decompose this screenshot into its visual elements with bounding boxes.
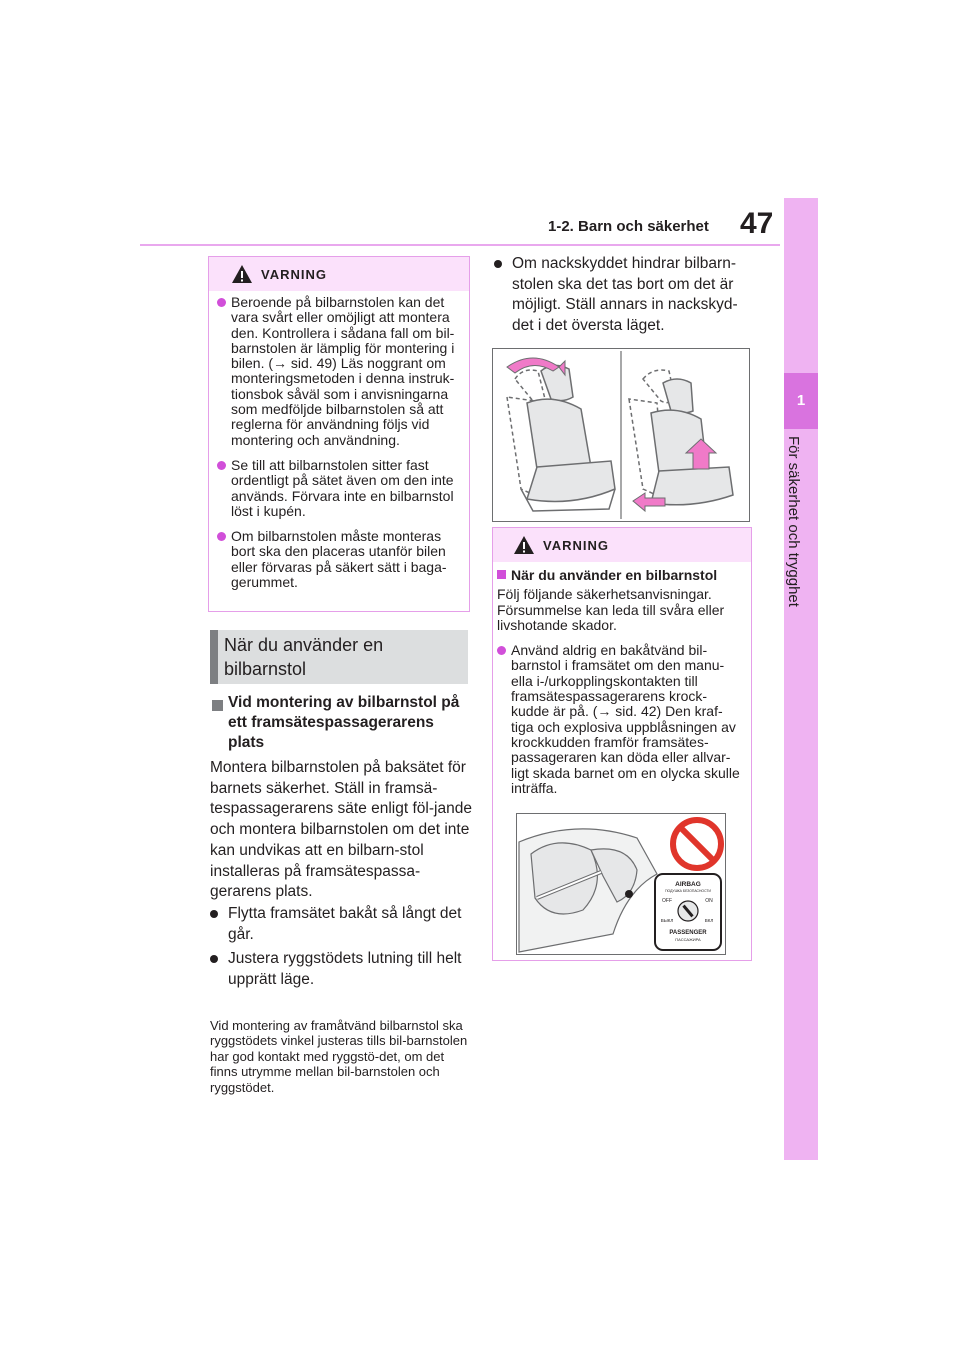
section-heading-bar (210, 630, 218, 684)
airbag-title-ru: ПОДУШКА БЕЗОПАСНОСТИ (665, 889, 711, 893)
airbag-passenger-label: PASSENGER (669, 930, 707, 936)
warning-triangle-icon (513, 535, 535, 555)
bullet-dot-icon (210, 955, 218, 963)
header-divider (140, 244, 780, 246)
warning-header (493, 528, 751, 562)
dashboard-airbag-illustration (517, 814, 725, 954)
bullet-dot-icon (217, 298, 226, 307)
bullet-dot-icon (494, 260, 502, 268)
body-text: Montera bilbarnstolen på baksätet för barnets säkerhet. Ställ in framsä-tespassagerarens säte enligt föl-jande och montera bilbarnstolen om det inte kan undvikas att en bilbarn-stol installeras på framsätespassa-gerarens plats. (210, 759, 472, 901)
chapter-label (775, 430, 827, 670)
chapter-label-text: För säkerhet och trygghet (785, 436, 802, 607)
warning-triangle-icon (231, 264, 253, 284)
seat-illustration (492, 348, 750, 522)
subheading-square-icon (212, 700, 223, 711)
warning-label: VARNING (261, 267, 327, 282)
airbag-on-label-ru: ВКЛ (704, 918, 714, 923)
warning-item: Använd aldrig en bakåtvänd bil-barnstol i framsätet om den manu-ella i-/urkopplingskontakten till framsätespassagerarens krock-kudde är på. (→ sid. 42) Den kraf-tiga och explosiva uppblåsningen av krockkudden framför framsätes-passageraren kan döda eller allvar-ligt skada barnet om en olycka skulle inträffa. (497, 643, 743, 796)
airbag-illustration (516, 813, 726, 955)
warning-intro: Följ följande säkerhetsanvisningar. Försummelse kan leda till svåra eller livshotande skador. (497, 586, 725, 633)
chapter-number: 1 (796, 392, 806, 409)
warning-subheading: När du använder en bilbarnstol (497, 568, 743, 583)
bullet-dot-icon (210, 910, 218, 918)
bullet-item: Flytta framsätet bakåt så långt det går. (210, 904, 472, 945)
warning-item: Beroende på bilbarnstolen kan det vara svårt eller omöjligt att montera den. Kontrollera i sådana fall om bil-barnstolen är lämplig för montering i bilen. (→ sid. 49) Läs noggrant om monteringsmetoden i denna instruk-tionsbok såväl som i anvisningarna som medföljde bilbarnstolen så att reglerna för användning följs vid montering och användning. (217, 295, 461, 448)
bullet-item: Om nackskyddet hindrar bilbarn-stolen ska det tas bort om det är möjligt. Ställ annars in nackskyd-det i det översta läget. (494, 254, 754, 337)
warning-item: Se till att bilbarnstolen sitter fast ordentligt på sätet även om den inte används. Förvara inte en bilbarnstol löst i kupén. (217, 458, 461, 519)
warning-item: Om bilbarnstolen måste monteras bort ska den placeras utanför bilen eller förvaras på säkert sätt i baga-gerummet. (217, 529, 461, 590)
airbag-passenger-label-ru: ПАССАЖИРА (675, 937, 701, 942)
bullet-dot-icon (217, 461, 226, 470)
chapter-side-tab (784, 198, 818, 1160)
airbag-title: AIRBAG (675, 881, 701, 888)
warning-box-seat-mounting (208, 256, 470, 612)
section-title: 1-2. Barn och säkerhet (548, 218, 709, 235)
car-seat-illustration (493, 349, 749, 521)
subheading: Vid montering av bilbarnstol på ett framsätespassagerarens plats (228, 694, 460, 751)
warning-label: VARNING (543, 538, 609, 553)
airbag-on-label: ON (705, 898, 713, 904)
airbag-off-label: OFF (662, 898, 672, 904)
airbag-off-label-ru: ВЫКЛ (660, 918, 674, 923)
note-text: Vid montering av framåtvänd bilbarnstol ska ryggstödets vinkel justeras tills bil-barnstolen har god kontakt med ryggstö-det, om det finns utrymme mellan bil-barnstolen och ryggstödet. (210, 1018, 468, 1095)
page-number: 47 (740, 207, 774, 240)
square-bullet-icon (497, 570, 506, 579)
bullet-dot-icon (217, 532, 226, 541)
warning-header (209, 257, 469, 291)
section-heading: När du använder en bilbarnstol (224, 635, 384, 679)
bullet-dot-icon (497, 646, 506, 655)
bullet-item: Justera ryggstödets lutning till helt upprätt läge. (210, 949, 472, 990)
